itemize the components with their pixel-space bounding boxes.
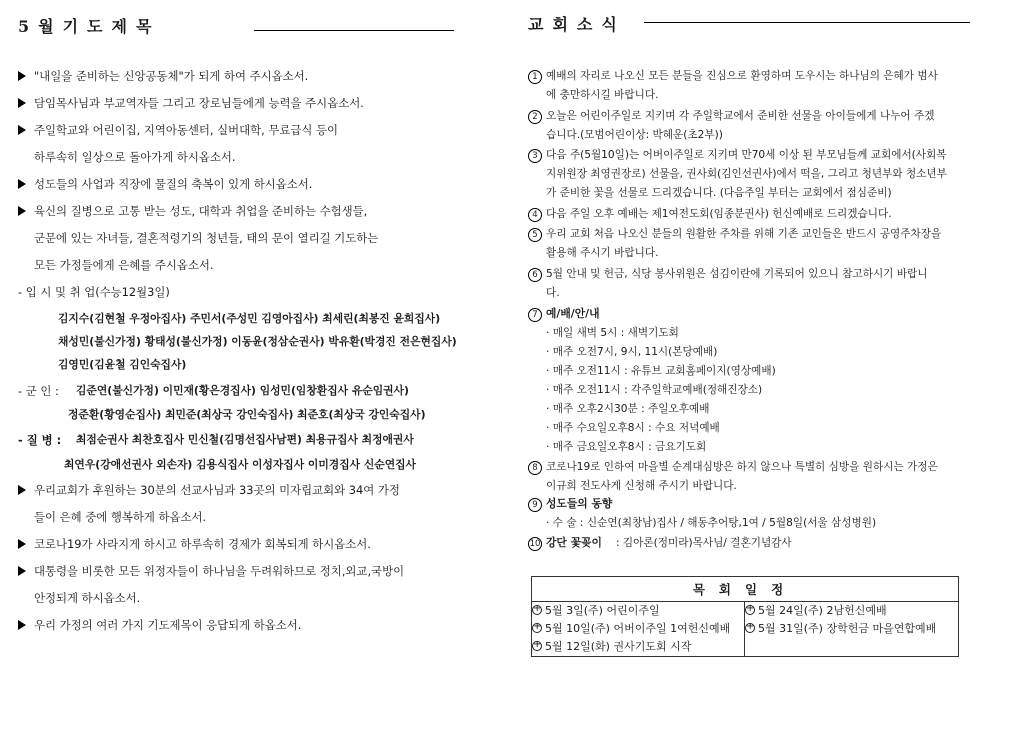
prayer-item-cont: 군문에 있는 자녀들, 결혼적령기의 청년들, 태의 문이 열리길 기도하는: [34, 231, 379, 245]
schedule-row: [532, 620, 744, 638]
news-line: 에 충만하시길 바랍니다.: [546, 89, 659, 101]
worship-line: · 매주 수요일오후8시 : 수요 저녁예배: [546, 422, 720, 434]
prayer-item: 우리교회가 후원하는 30분의 선교사님과 33곳의 미자립교회와 34여 가정: [34, 483, 400, 497]
exam-label: - 입 시 및 취 업(수능12월3일): [18, 285, 170, 299]
prayer-item-cont: 안정되게 하시옵소서.: [34, 591, 141, 605]
schedule-title: 목회일정: [532, 577, 959, 602]
schedule-row: [532, 638, 744, 656]
news-line: 오늘은 어린이주일로 지키며 각 주일학교에서 준비한 선물을 아이들에게 나누어 주겠: [546, 110, 935, 122]
bullet-icon: [18, 125, 26, 135]
news-line: 다음 주(5월10일)는 어버이주일로 지키며 만70세 이상 된 부모님들께 교회에서(사회복: [546, 149, 947, 161]
item-number: 4: [528, 208, 542, 222]
prayer-title: 5월기도제목: [18, 17, 161, 36]
item-number: 2: [528, 110, 542, 124]
item-number: 10: [529, 539, 541, 549]
illness-line: 최연우(강애선권사 외손자) 김용식집사 이성자집사 이미경집사 신순연집사: [64, 458, 416, 471]
item-number: 7: [528, 308, 542, 322]
bullet-icon: [18, 620, 26, 630]
prayer-item: 성도들의 사업과 직장에 물질의 축복이 있게 하시옵소서.: [34, 177, 313, 191]
schedule-row: [532, 602, 744, 620]
item-number: 1: [528, 70, 542, 84]
prayer-item: 육신의 질병으로 고통 받는 성도, 대학과 취업을 준비하는 수험생들,: [34, 204, 368, 218]
worship-line: · 매주 오후2시30분 : 주일오후예배: [546, 403, 710, 415]
prayer-header: [18, 14, 160, 37]
schedule-row: [745, 620, 958, 638]
worship-line: · 매일 새벽 5시 : 새벽기도회: [546, 327, 679, 339]
news-line: 다.: [546, 287, 560, 299]
cross-icon: [532, 605, 542, 615]
prayer-item: 대통령을 비롯한 모든 위정자들이 하나님을 두려워하므로 정치,외교,국방이: [34, 564, 405, 578]
schedule-row: [745, 602, 958, 620]
cross-icon: [532, 623, 542, 633]
worship-line: · 매주 오전7시, 9시, 11시(본당예배): [546, 346, 718, 358]
news-line: 우리 교회 처음 나오신 분들의 원활한 주차를 위해 기존 교인들은 반드시 공영주차장을: [546, 228, 942, 240]
news-line: 지위원장 최영권장로) 선물을, 권사회(김인선권사)에서 떡을, 그리고 청년부와 청소년부: [546, 168, 947, 180]
schedule-right-cell: [745, 602, 959, 657]
members-news-heading: 성도들의 동향: [546, 497, 613, 510]
bullet-icon: [18, 179, 26, 189]
news-line: 코로나19로 인하여 마을별 순계대심방은 하지 않으나 특별히 심방을 원하시는 가정은: [546, 461, 938, 473]
military-line: 김준연(불신가정) 이민재(황은경집사) 임성민(임창환집사 유순임권사): [76, 384, 409, 397]
worship-line: · 매주 금요일오후8시 : 금요기도회: [546, 441, 707, 453]
bullet-icon: [18, 206, 26, 216]
prayer-title-rule: [254, 30, 454, 31]
exam-line: 채성민(불신가정) 황태성(불신가정) 이동윤(정삼순권사) 박유환(박경진 전은현집사): [58, 335, 457, 348]
military-label: - 군 인 :: [18, 384, 59, 398]
prayer-item-cont: 하루속히 일상으로 돌아가게 하시옵소서.: [34, 150, 236, 164]
schedule-row-text: 5월 31일(주) 장학헌금 마을연합예배: [758, 622, 937, 635]
exam-line: 김지수(김현철 우정아집사) 주민서(주성민 김영아집사) 최세린(최봉진 윤희집사): [58, 312, 441, 325]
prayer-item: "내일을 준비하는 신앙공동체"가 되게 하여 주시옵소서.: [34, 69, 309, 83]
prayer-item: 담임목사님과 부교역자들 그리고 장로님들에게 능력을 주시옵소서.: [34, 96, 364, 110]
schedule-row-text: 5월 24일(주) 2남헌신예배: [758, 604, 887, 617]
cross-icon: [745, 605, 755, 615]
bullet-icon: [18, 566, 26, 576]
news-line: 습니다.(모범어린이상: 박혜운(초2부)): [546, 129, 723, 141]
schedule-left-cell: [532, 602, 745, 657]
flower-line: : 김아론(정미라)목사님/ 결혼기념감사: [616, 537, 792, 549]
members-news-line: · 수 술 : 신순연(최창남)집사 / 해동추어탕,1여 / 5월8일(서울 삼성병원): [546, 517, 877, 529]
illness-label: - 질 병 :: [18, 433, 62, 447]
prayer-item: 우리 가정의 여러 가지 기도제목이 응답되게 하옵소서.: [34, 618, 302, 632]
news-line: 5월 안내 및 헌금, 식당 봉사위원은 섬김이란에 기록되어 있으니 참고하시기 바랍니: [546, 268, 928, 280]
bullet-icon: [18, 539, 26, 549]
flower-heading: 강단 꽃꽂이: [546, 536, 602, 549]
news-line: 예배의 자리로 나오신 모든 분들을 진심으로 환영하며 도우시는 하나님의 은혜가 범사: [546, 70, 938, 82]
cross-icon: [532, 641, 542, 651]
news-line: 다음 주일 오후 예배는 제1여전도회(임종분권사) 헌신예배로 드리겠습니다.: [546, 208, 892, 220]
worship-line: · 매주 오전11시 : 유튜브 교회홈페이지(영상예배): [546, 365, 776, 377]
news-line: 이규희 전도사게 신청해 주시기 바랍니다.: [546, 480, 737, 492]
bullet-icon: [18, 98, 26, 108]
prayer-item-cont: 모든 가정들에게 은혜를 주시옵소서.: [34, 258, 214, 272]
schedule-table: [531, 576, 959, 657]
exam-line: 김영민(김윤철 김인숙집사): [58, 358, 187, 371]
news-header: [528, 12, 626, 35]
item-number: 3: [528, 149, 542, 163]
item-number: 6: [528, 268, 542, 282]
schedule-row-text: 5월 3일(주) 어린이주일: [545, 604, 660, 617]
news-title-rule: [644, 22, 970, 23]
worship-line: · 매주 오전11시 : 각주일학교예배(정해진장소): [546, 384, 763, 396]
item-number: 9: [528, 498, 542, 512]
item-number: 5: [528, 228, 542, 242]
news-line: 활용해 주시기 바랍니다.: [546, 247, 659, 259]
cross-icon: [745, 623, 755, 633]
worship-guide-heading: 예/배/안/내: [546, 307, 600, 320]
prayer-item-cont: 들이 은혜 중에 행복하게 하옵소서.: [34, 510, 207, 524]
illness-line: 최점순권사 최찬호집사 민신철(김명선집사남편) 최용규집사 최정애권사: [76, 433, 414, 446]
news-title: 교회소식: [528, 15, 626, 34]
schedule-row-text: 5월 12일(화) 권사기도회 시작: [545, 640, 692, 653]
schedule-row-text: 5월 10일(주) 어버이주일 1여헌신예배: [545, 622, 731, 635]
bullet-icon: [18, 485, 26, 495]
news-line: 가 준비한 꽃을 선물로 드리겠습니다. (다음주일 부터는 교회에서 점심준비): [546, 187, 892, 199]
bullet-icon: [18, 71, 26, 81]
prayer-item: 주일학교와 어린이집, 지역아동센터, 실버대학, 무료급식 등이: [34, 123, 339, 137]
item-number: 8: [528, 461, 542, 475]
military-line: 정준환(황영순집사) 최민준(최상국 강인숙집사) 최준호(최상국 강인숙집사): [68, 408, 426, 421]
prayer-item: 코로나19가 사라지게 하시고 하루속히 경제가 회복되게 하시옵소서.: [34, 537, 371, 551]
